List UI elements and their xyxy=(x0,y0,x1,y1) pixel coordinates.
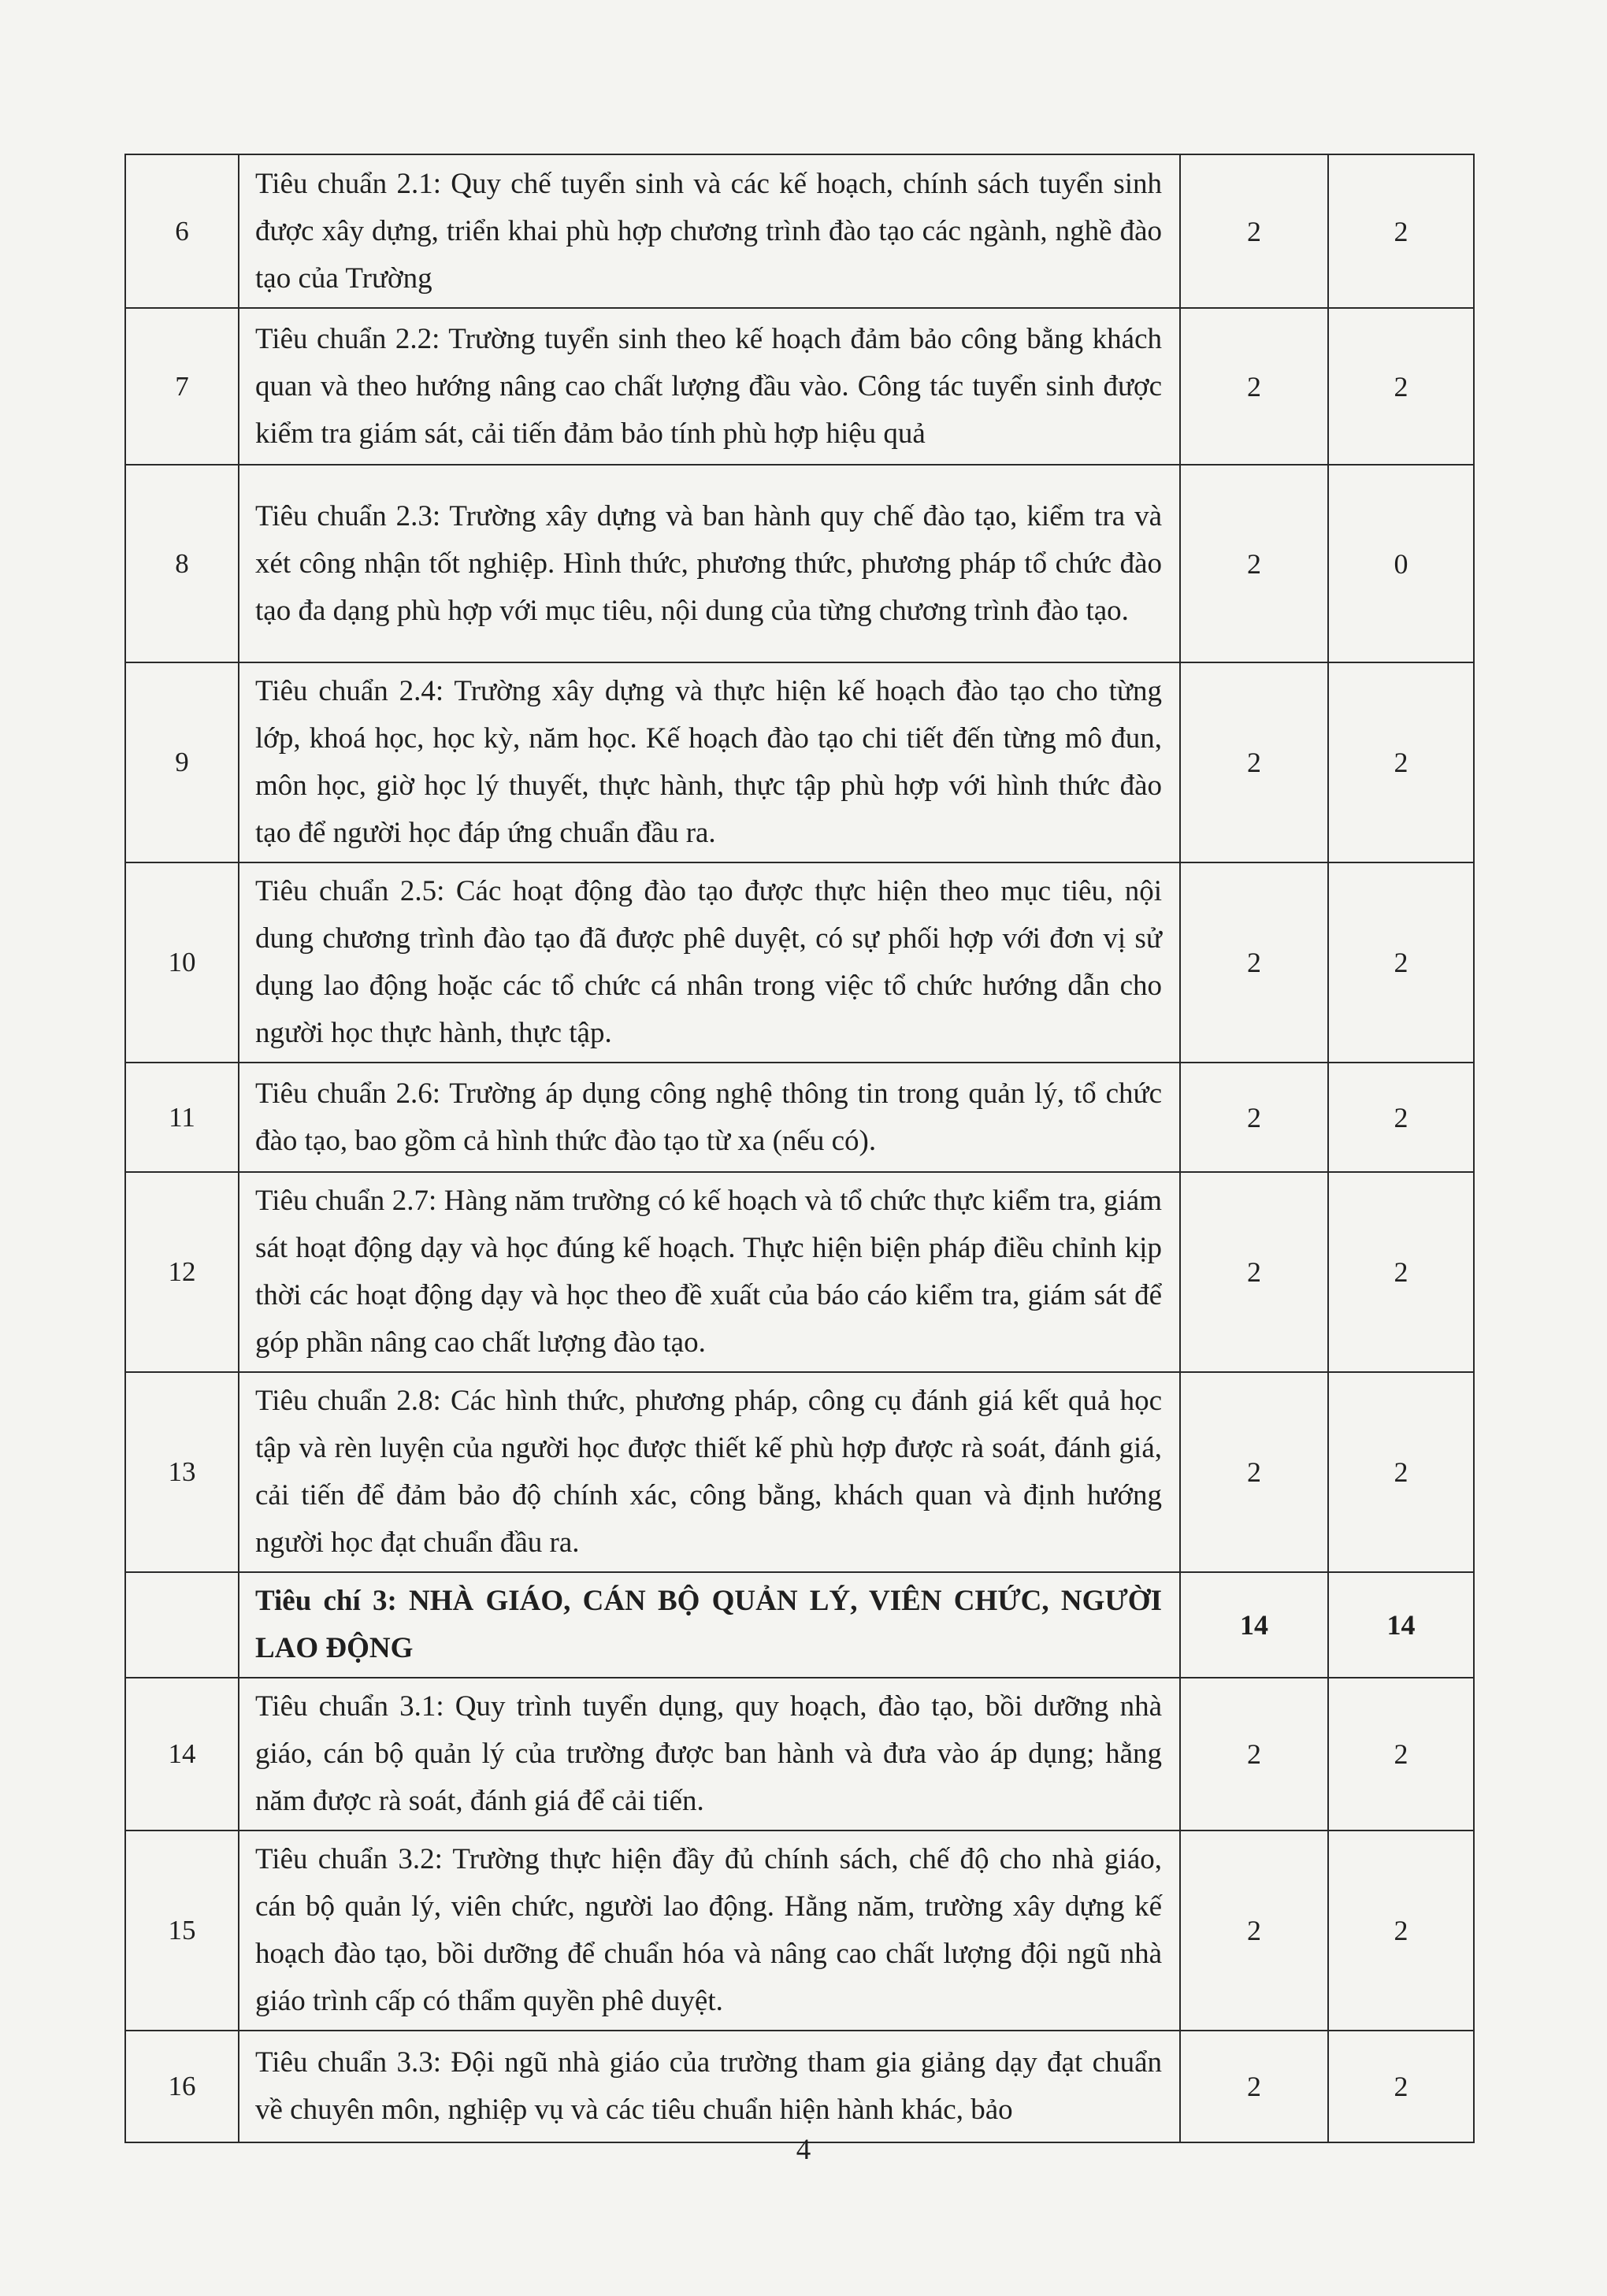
row-number: 11 xyxy=(125,1063,239,1172)
criterion-text: Tiêu chuẩn 2.3: Trường xây dựng và ban hành quy chế đào tạo, kiểm tra và xét công nhận tốt nghiệp. Hình thức, phương thức, phương pháp tổ chức đào tạo đa dạng phù hợp với mục tiêu, nội dung của từng chương trình đào tạo. xyxy=(239,465,1180,662)
table-row xyxy=(125,1678,1474,1830)
score-column-2: 14 xyxy=(1328,1572,1474,1678)
page-number: 4 xyxy=(796,2134,811,2166)
score-column-2: 0 xyxy=(1328,465,1474,662)
criterion-text: Tiêu chuẩn 2.7: Hàng năm trường có kế hoạch và tổ chức thực kiểm tra, giám sát hoạt động dạy và học đúng kế hoạch. Thực hiện biện pháp điều chỉnh kịp thời các hoạt động dạy và học theo đề xuất của báo cáo kiểm tra, giám sát để góp phần nâng cao chất lượng đào tạo. xyxy=(239,1172,1180,1372)
row-number: 9 xyxy=(125,662,239,862)
row-number: 15 xyxy=(125,1830,239,2031)
criterion-text: Tiêu chuẩn 3.2: Trường thực hiện đầy đủ chính sách, chế độ cho nhà giáo, cán bộ quản lý, viên chức, người lao động. Hằng năm, trường xây dựng kế hoạch đào tạo, bồi dưỡng để chuẩn hóa và nâng cao chất lượng đội ngũ nhà giáo trình cấp có thẩm quyền phê duyệt. xyxy=(239,1830,1180,2031)
row-number: 8 xyxy=(125,465,239,662)
table-row xyxy=(125,2031,1474,2142)
row-number: 13 xyxy=(125,1372,239,1572)
table-row xyxy=(125,465,1474,662)
criterion-text: Tiêu chuẩn 2.5: Các hoạt động đào tạo được thực hiện theo mục tiêu, nội dung chương trình đào tạo đã được phê duyệt, có sự phối hợp với đơn vị sử dụng lao động hoặc các tổ chức cá nhân trong việc tổ chức hướng dẫn cho người học thực hành, thực tập. xyxy=(239,862,1180,1063)
table-row xyxy=(125,1830,1474,2031)
row-number: 6 xyxy=(125,154,239,308)
criteria-table-body xyxy=(125,154,1474,2142)
score-column-2: 2 xyxy=(1328,662,1474,862)
table-row xyxy=(125,154,1474,308)
score-column-1: 2 xyxy=(1180,2031,1328,2142)
score-column-2: 2 xyxy=(1328,1172,1474,1372)
score-column-2: 2 xyxy=(1328,2031,1474,2142)
score-column-1: 14 xyxy=(1180,1572,1328,1678)
table-row xyxy=(125,862,1474,1063)
score-column-1: 2 xyxy=(1180,862,1328,1063)
score-column-2: 2 xyxy=(1328,1063,1474,1172)
score-column-1: 2 xyxy=(1180,1172,1328,1372)
score-column-1: 2 xyxy=(1180,1830,1328,2031)
row-number: 7 xyxy=(125,308,239,465)
score-column-1: 2 xyxy=(1180,154,1328,308)
criterion-text: Tiêu chuẩn 2.6: Trường áp dụng công nghệ thông tin trong quản lý, tổ chức đào tạo, bao gồm cả hình thức đào tạo từ xa (nếu có). xyxy=(239,1063,1180,1172)
table-row xyxy=(125,662,1474,862)
criterion-text: Tiêu chuẩn 2.2: Trường tuyển sinh theo kế hoạch đảm bảo công bằng khách quan và theo hướng nâng cao chất lượng đầu vào. Công tác tuyển sinh được kiểm tra giám sát, cải tiến đảm bảo tính phù hợp hiệu quả xyxy=(239,308,1180,465)
criterion-text: Tiêu chí 3: NHÀ GIÁO, CÁN BỘ QUẢN LÝ, VIÊN CHỨC, NGƯỜI LAO ĐỘNG xyxy=(239,1572,1180,1678)
table-row xyxy=(125,1372,1474,1572)
row-number: 10 xyxy=(125,862,239,1063)
score-column-2: 2 xyxy=(1328,308,1474,465)
score-column-2: 2 xyxy=(1328,1372,1474,1572)
criterion-text: Tiêu chuẩn 2.8: Các hình thức, phương pháp, công cụ đánh giá kết quả học tập và rèn luyện của người học được thiết kế phù hợp được rà soát, đánh giá, cải tiến để đảm bảo độ chính xác, công bằng, khách quan và định hướng người học đạt chuẩn đầu ra. xyxy=(239,1372,1180,1572)
score-column-1: 2 xyxy=(1180,662,1328,862)
row-number: 12 xyxy=(125,1172,239,1372)
score-column-1: 2 xyxy=(1180,1678,1328,1830)
table-row xyxy=(125,308,1474,465)
criterion-text: Tiêu chuẩn 3.1: Quy trình tuyển dụng, quy hoạch, đào tạo, bồi dưỡng nhà giáo, cán bộ quản lý của trường được ban hành và đưa vào áp dụng; hằng năm được rà soát, đánh giá để cải tiến. xyxy=(239,1678,1180,1830)
row-number: 14 xyxy=(125,1678,239,1830)
score-column-1: 2 xyxy=(1180,465,1328,662)
score-column-2: 2 xyxy=(1328,1830,1474,2031)
criterion-text: Tiêu chuẩn 2.4: Trường xây dựng và thực hiện kế hoạch đào tạo cho từng lớp, khoá học, học kỳ, năm học. Kế hoạch đào tạo chi tiết đến từng mô đun, môn học, giờ học lý thuyết, thực hành, thực tập phù hợp với hình thức đào tạo để người học đáp ứng chuẩn đầu ra. xyxy=(239,662,1180,862)
score-column-2: 2 xyxy=(1328,1678,1474,1830)
score-column-1: 2 xyxy=(1180,1063,1328,1172)
row-number xyxy=(125,1572,239,1678)
criterion-text: Tiêu chuẩn 2.1: Quy chế tuyển sinh và các kế hoạch, chính sách tuyển sinh được xây dựng, triển khai phù hợp chương trình đào tạo các ngành, nghề đào tạo của Trường xyxy=(239,154,1180,308)
table-row xyxy=(125,1063,1474,1172)
criteria-table xyxy=(124,154,1475,2143)
group-header-row xyxy=(125,1572,1474,1678)
score-column-1: 2 xyxy=(1180,308,1328,465)
row-number: 16 xyxy=(125,2031,239,2142)
criterion-text: Tiêu chuẩn 3.3: Đội ngũ nhà giáo của trường tham gia giảng dạy đạt chuẩn về chuyên môn, nghiệp vụ và các tiêu chuẩn hiện hành khác, bảo xyxy=(239,2031,1180,2142)
score-column-2: 2 xyxy=(1328,154,1474,308)
score-column-2: 2 xyxy=(1328,862,1474,1063)
score-column-1: 2 xyxy=(1180,1372,1328,1572)
table-row xyxy=(125,1172,1474,1372)
